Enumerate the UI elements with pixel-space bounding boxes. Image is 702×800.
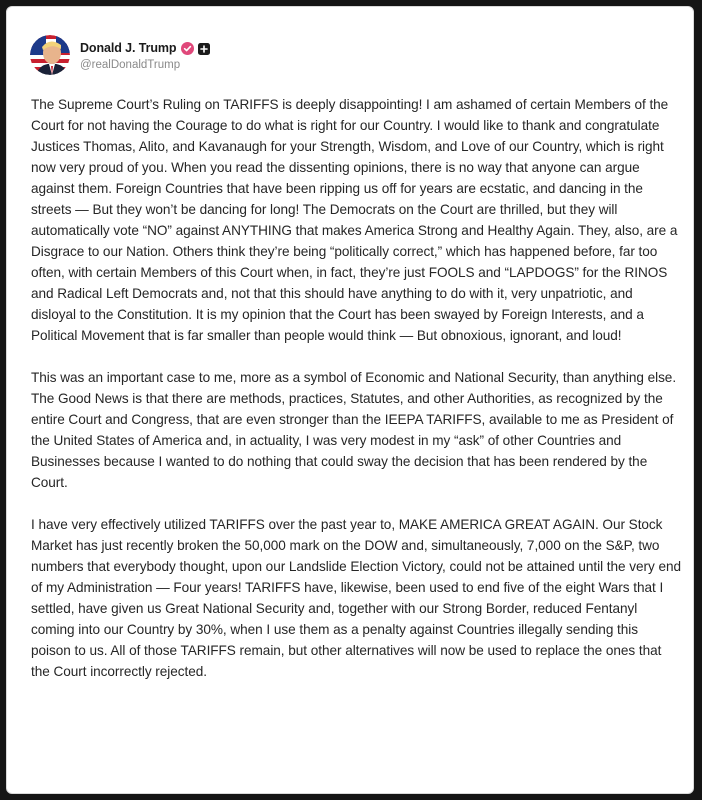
avatar[interactable] [30, 35, 70, 75]
post-header [30, 33, 210, 77]
author-display-name[interactable]: Donald J. Trump [80, 41, 177, 55]
post-paragraph-2: This was an important case to me, more as a symbol of Economic and National Security, than anything else. The Good News is that there are methods, practices, Statutes, and other Authorities, as recognized by the entire Court and Congress, that are even stronger than the IEEPA TARIFFS, available to me as President of the United States of America and, in actuality, I was very modest in my “ask” of other Countries and Businesses because I wanted to do nothing that could sway the decision that has been rendered by the Court. [31, 370, 677, 490]
author-name-row [80, 39, 210, 57]
plus-badge-icon [198, 42, 210, 54]
avatar-image-icon [30, 35, 70, 75]
post-card [6, 6, 694, 794]
post-paragraph-3: I have very effectively utilized TARIFFS over the past year to, MAKE AMERICA GREAT AGAIN. Our Stock Market has just recently broken the 50,000 mark on the DOW and, simultaneously, 7,000 on the S&P, two numbers that everybody thought, upon our Landslide Election Victory, could not be attained until the very end of my Administration — Four years! TARIFFS have, likewise, been used to end five of the eight Wars that I settled, have given us Great National Security and, together with our Strong Border, reduced Fentanyl coming into our Country by 30%, when I use them as a penalty against Countries illegally sending this poison to us. All of those TARIFFS remain, but other alternatives will now be used to replace the ones that the Court incorrectly rejected. [31, 517, 681, 679]
post-paragraph-1: The Supreme Court’s Ruling on TARIFFS is deeply disappointing! I am ashamed of certain Members of the Court for not having the Courage to do what is right for our Country. I would like to thank and congratulate Justices Thomas, Alito, and Kavanaugh for your Strength, Wisdom, and Love of our Country, which is right now very proud of you. When you read the dissenting opinions, there is no way that anyone can argue against them. Foreign Countries that have been ripping us off for years are ecstatic, and dancing in the streets — But they won’t be dancing for long! The Democrats on the Court are thrilled, but they will automatically vote “NO” against ANYTHING that makes America Strong and Healthy Again. They, also, are a Disgrace to our Nation. Others think they’re being “politically correct,” which has happened before, far too often, with certain Members of this Court when, in fact, they’re just FOOLS and “LAPDOGS” for the RINOS and Radical Left Democrats and, not that this should have anything to do with it, very unpatriotic, and disloyal to the Constitution. It is my opinion that the Court has been swayed by Foreign Interests, and a Political Movement that is far smaller than people would think — But obnoxious, ignorant, and loud! [31, 97, 678, 343]
verified-badge-icon [181, 42, 194, 55]
post-body [31, 94, 681, 703]
author-info [80, 39, 210, 71]
author-handle[interactable]: @realDonaldTrump [80, 59, 181, 71]
